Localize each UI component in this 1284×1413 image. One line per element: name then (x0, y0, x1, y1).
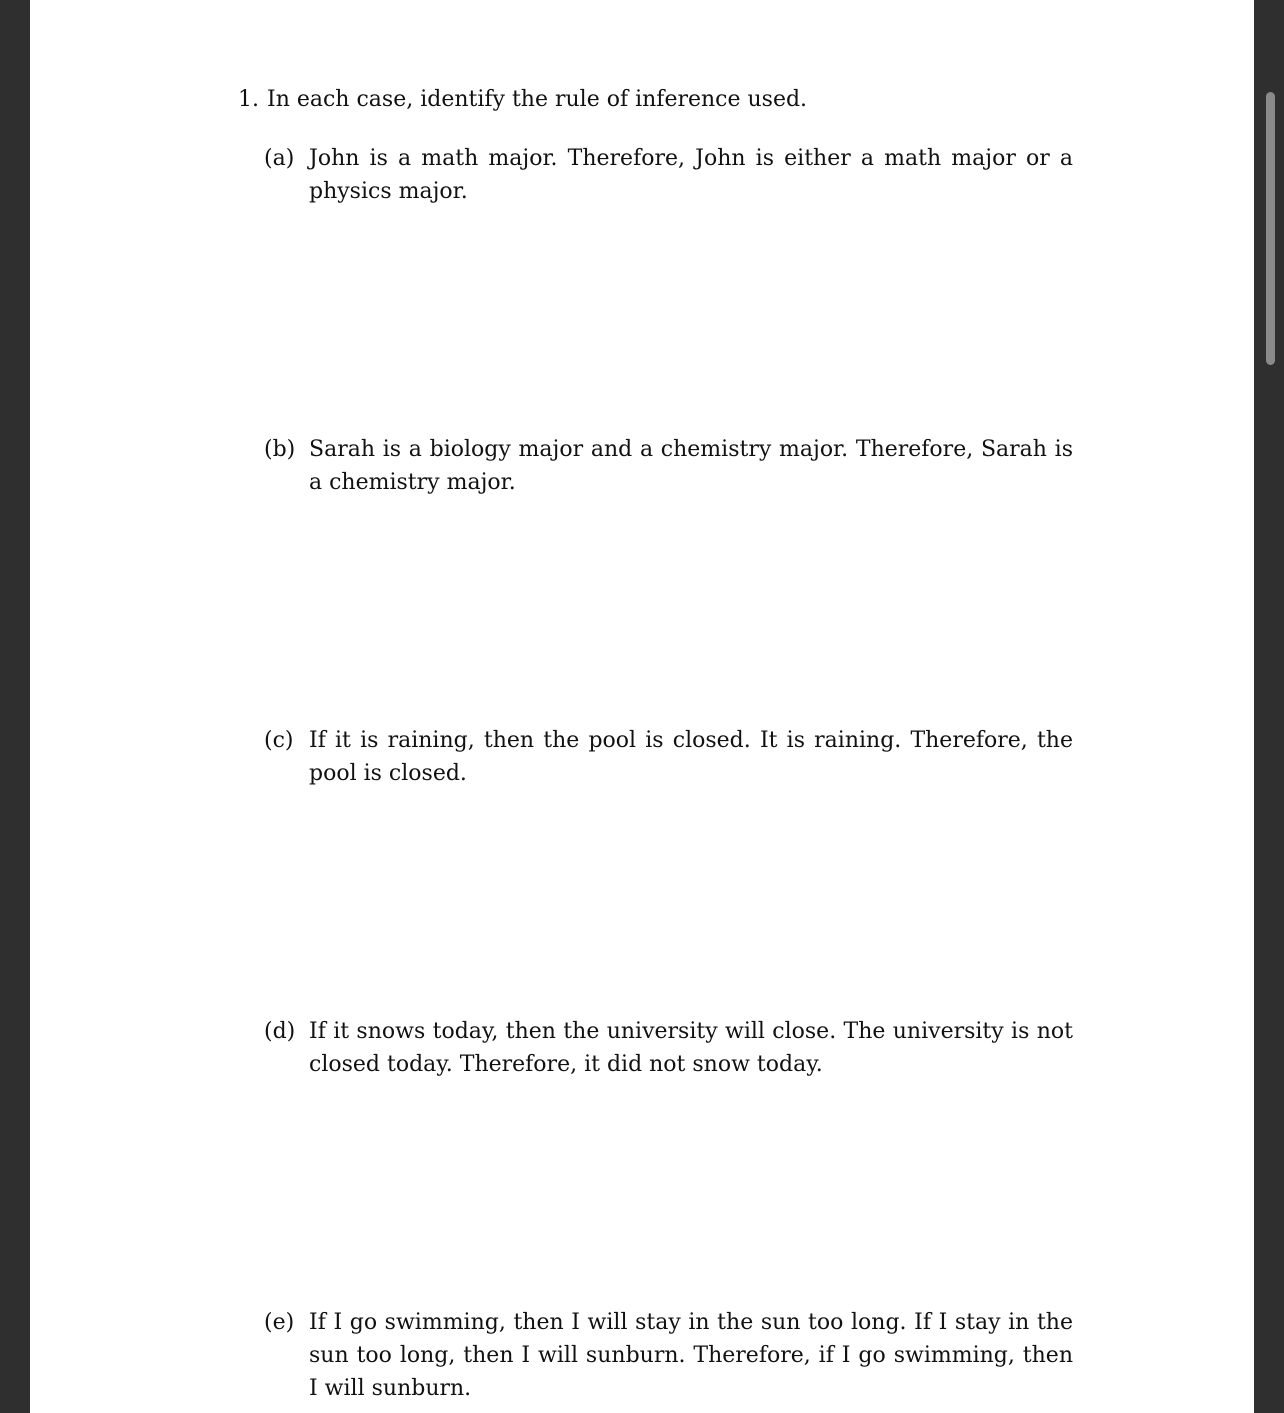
item-label: (c) (264, 728, 294, 753)
item-label: (a) (264, 146, 295, 171)
question-1 (238, 83, 807, 116)
item-label: (e) (264, 1310, 295, 1335)
question-number: 1. (238, 87, 259, 112)
item-text: John is a math major. Therefore, John is either a math major or a physics major. (309, 146, 1073, 204)
question-prompt: In each case, identify the rule of inference used. (267, 87, 808, 112)
item-text: If I go swimming, then I will stay in the sun too long. If I stay in the sun too long, then I will sunburn. Therefore, if I go swimming, then I will sunburn. (309, 1310, 1073, 1401)
item-label: (d) (264, 1019, 296, 1044)
item-text: Sarah is a biology major and a chemistry major. Therefore, Sarah is a chemistry major. (309, 437, 1073, 495)
item-text: If it is raining, then the pool is closed. It is raining. Therefore, the pool is closed. (309, 728, 1073, 786)
scrollbar-thumb[interactable] (1266, 92, 1275, 365)
document-page (30, 0, 1254, 1413)
item-label: (b) (264, 437, 296, 462)
item-text: If it snows today, then the university will close. The university is not closed today. Therefore, it did not snow today. (309, 1019, 1073, 1077)
